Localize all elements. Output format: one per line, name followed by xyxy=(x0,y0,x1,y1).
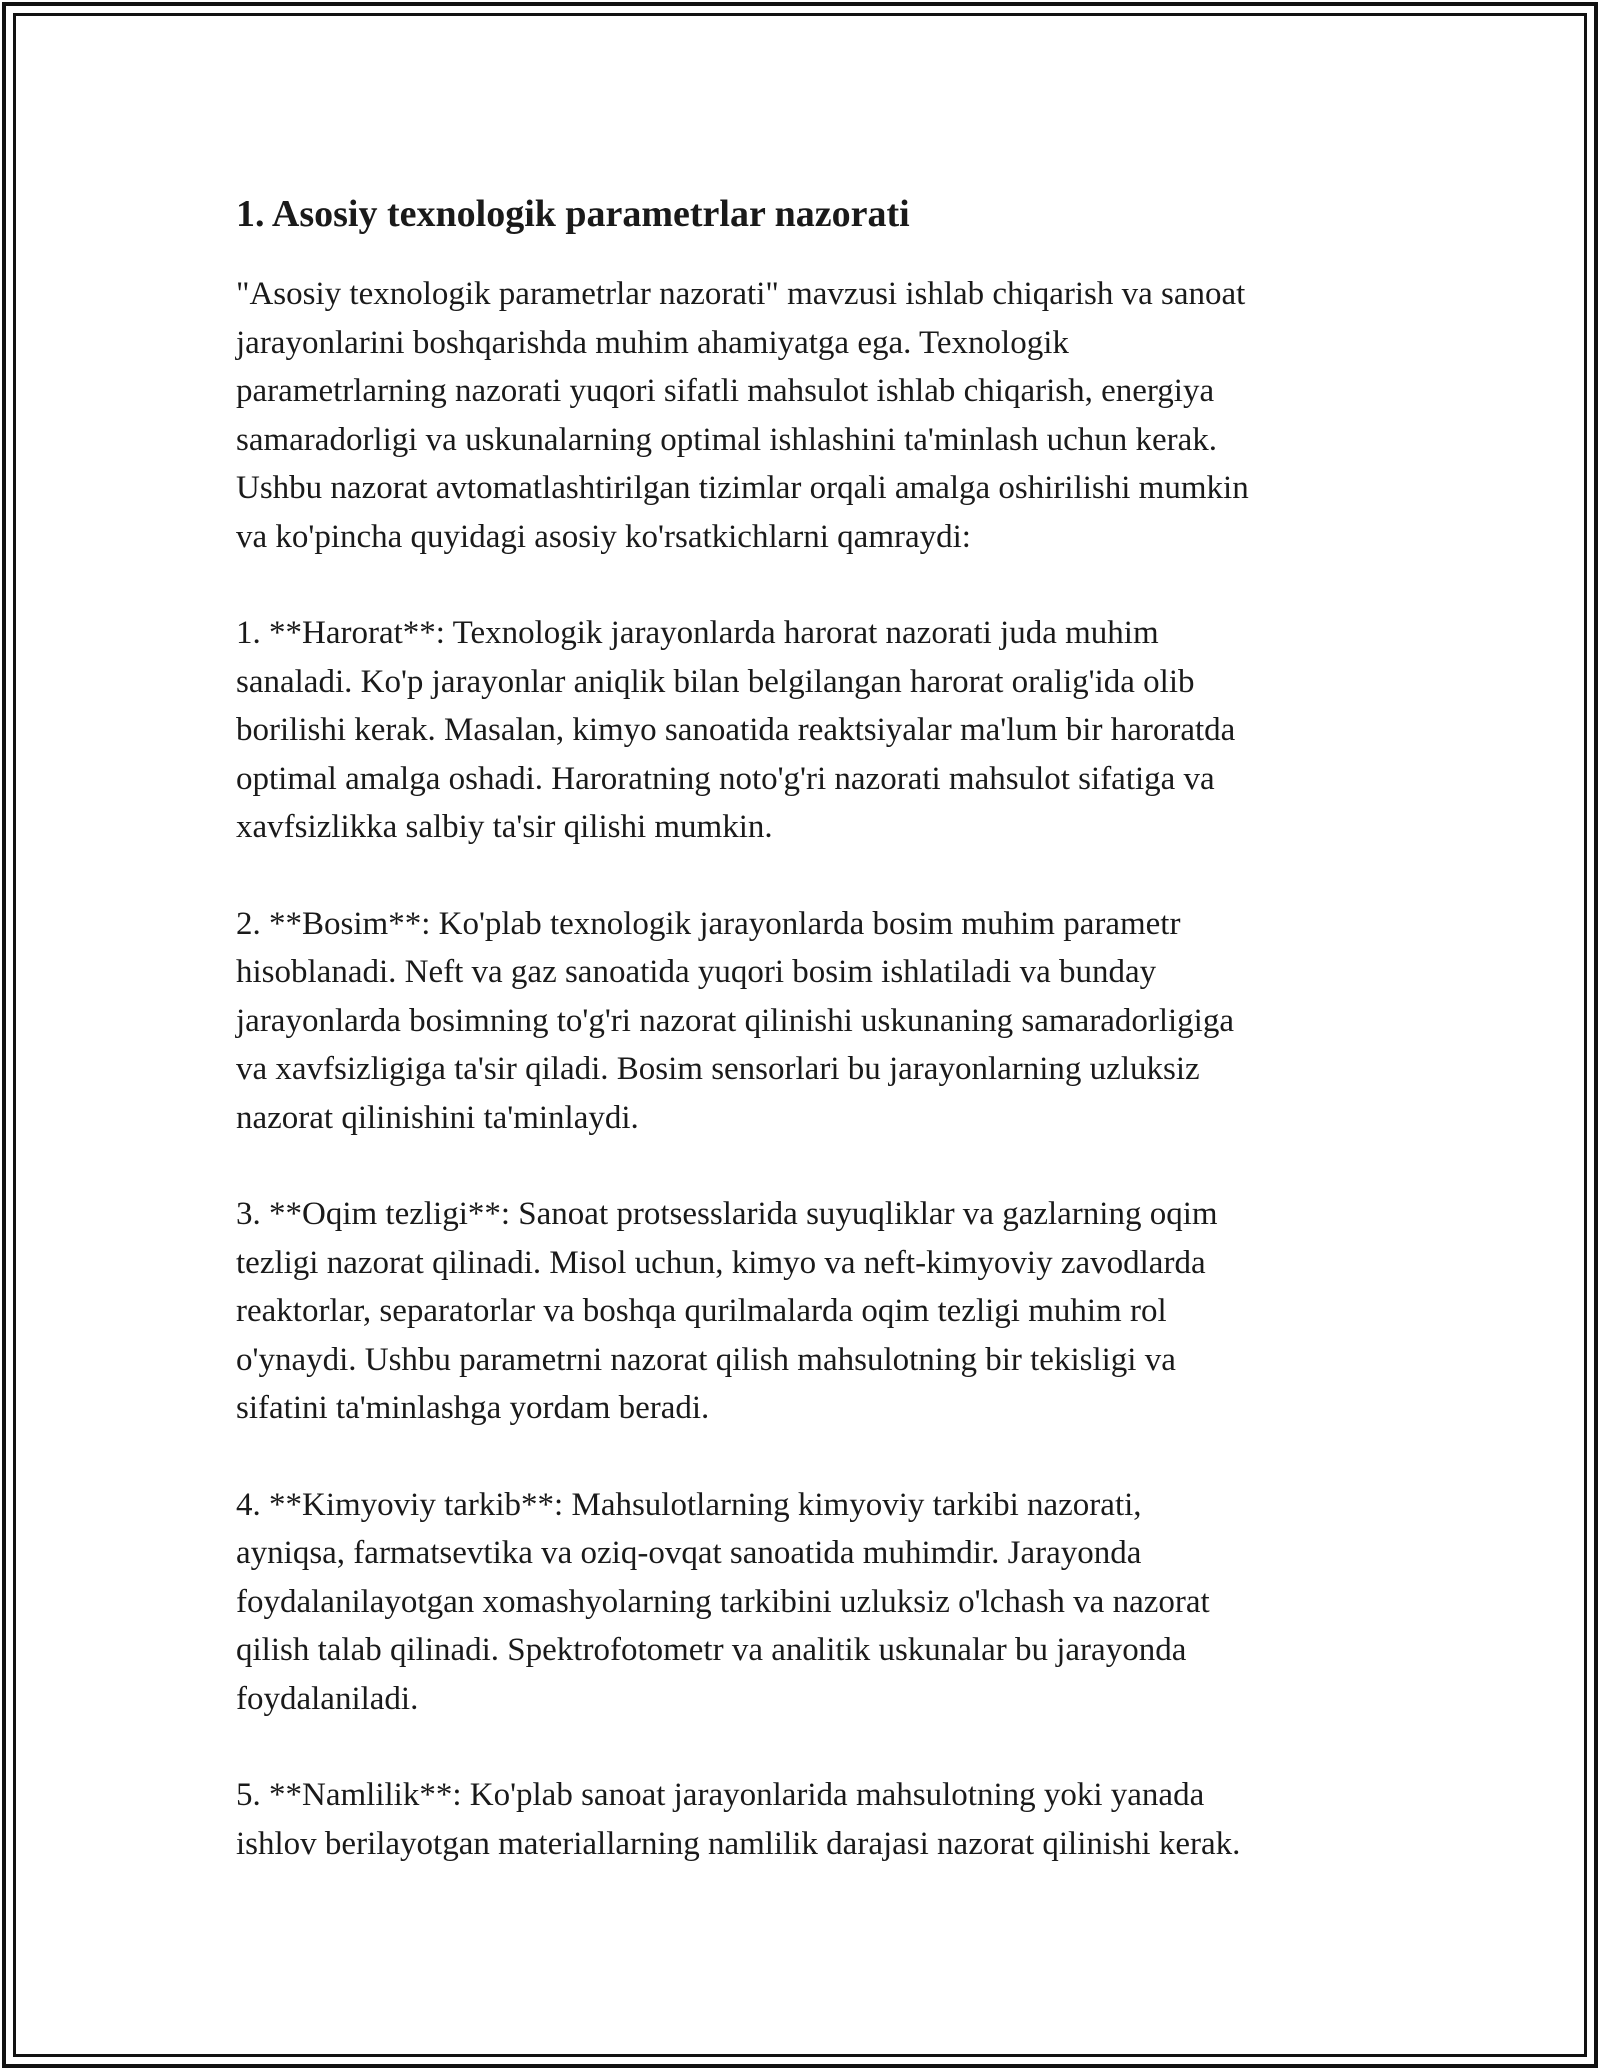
paragraph-kimyoviy-tarkib: 4. **Kimyoviy tarkib**: Mahsulotlarning kimyoviy tarkibi nazorati, ayniqsa, farmatsevtika va oziq-ovqat sanoatida muhimdir. Jarayonda foydalanilayotgan xomashyolarning tarkibini uzluksiz o'lchash va nazorat qilish talab qilinadi. Spektrofotometr va analitik uskunalar bu jarayonda foydalaniladi. xyxy=(236,1486,1210,1717)
section-title: 1. Asosiy texnologik parametrlar nazorati xyxy=(236,193,910,235)
document-body xyxy=(236,186,1386,1916)
paragraph-namlilik: 5. **Namlilik**: Ko'plab sanoat jarayonlarida mahsulotning yoki yanada ishlov berilayotgan materiallarning namlilik darajasi nazorat qilinishi kerak. xyxy=(236,1777,1241,1862)
paragraph-oqim-tezligi: 3. **Oqim tezligi**: Sanoat protsesslarida suyuqliklar va gazlarning oqim tezligi nazorat qilinadi. Misol uchun, kimyo va neft-kimyoviy zavodlarda reaktorlar, separatorlar va boshqa qurilmalarda oqim tezligi muhim rol o'ynaydi. Ushbu parametrni nazorat qilish mahsulotning bir tekisligi va sifatini ta'minlashga yordam beradi. xyxy=(236,1196,1218,1426)
intro-paragraph: "Asosiy texnologik parametrlar nazorati" mavzusi ishlab chiqarish va sanoat jarayonlarini boshqarishda muhim ahamiyatga ega. Texnologik parametrlarning nazorati yuqori sifatli mahsulot ishlab chiqarish, energiya samaradorligi va uskunalarning optimal ishlashini ta'minlash uchun kerak. Ushbu nazorat avtomatlashtirilgan tizimlar orqali amalga oshirilishi mumkin va ko'pincha quyidagi asosiy ko'rsatkichlarni qamraydi: xyxy=(236,276,1249,555)
paragraph-bosim: 2. **Bosim**: Ko'plab texnologik jarayonlarda bosim muhim parametr hisoblanadi. Neft va gaz sanoatida yuqori bosim ishlatiladi va bunday jarayonlarda bosimning to'g'ri nazorat qilinishi uskunaning samaradorligiga va xavfsizligiga ta'sir qiladi. Bosim sensorlari bu jarayonlarning uzluksiz nazorat qilinishini ta'minlaydi. xyxy=(236,905,1234,1136)
paragraph-harorat: 1. **Harorat**: Texnologik jarayonlarda harorat nazorati juda muhim sanaladi. Ko'p jarayonlar aniqlik bilan belgilangan harorat oralig'ida olib borilishi kerak. Masalan, kimyo sanoatida reaktsiyalar ma'lum bir haroratda optimal amalga oshadi. Haroratning noto'g'ri nazorati mahsulot sifatiga va xavfsizlikka salbiy ta'sir qilishi mumkin. xyxy=(236,615,1236,845)
